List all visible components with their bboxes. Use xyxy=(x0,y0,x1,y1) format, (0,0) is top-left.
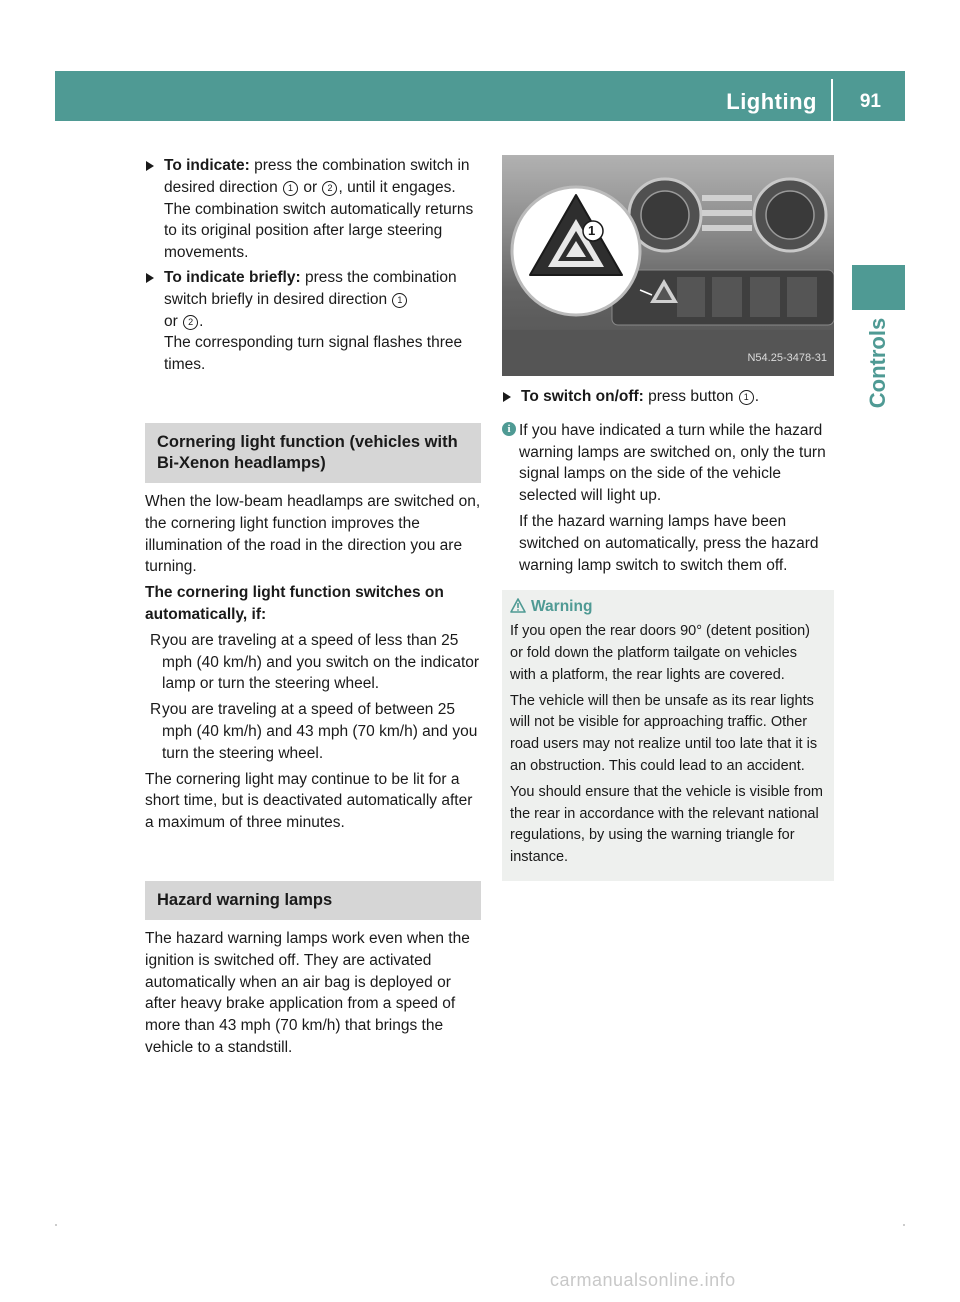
instruction-step-switch xyxy=(502,386,834,408)
warning-box xyxy=(502,590,834,881)
condition-title: The cornering light function switches on automatically, if: xyxy=(145,584,444,623)
step-label: To switch on/off: xyxy=(521,388,644,405)
step-text: or xyxy=(164,312,183,330)
warning-paragraph: If you open the rear doors 90° (detent position) or fold down the platform tailgate on vehicles with a platform, the rear lights are covered. xyxy=(510,623,811,683)
info-icon: i xyxy=(502,422,516,436)
step-arrow-icon xyxy=(146,161,154,171)
step-text: . xyxy=(199,312,204,330)
header-divider xyxy=(831,79,833,121)
step-text: or xyxy=(299,178,322,196)
step-text: , until it engages. xyxy=(338,178,456,196)
paragraph: When the low-beam headlamps are switched on, the cornering light function improves the illumination of the road in the direction you are turning. xyxy=(145,492,481,576)
warning-paragraph: You should ensure that the vehicle is visible from the rear in accordance with the relevant national regulations, by using the warning triangle for instance. xyxy=(510,783,824,866)
bullet-item xyxy=(145,699,481,764)
instruction-step-indicate xyxy=(145,155,481,264)
footer-mark xyxy=(55,1224,57,1226)
step-note: The corresponding turn signal flashes three times. xyxy=(164,334,463,374)
header-bar xyxy=(55,71,905,121)
step-label: To indicate: xyxy=(164,157,250,174)
left-column xyxy=(145,155,481,1063)
step-text: press button xyxy=(643,388,738,405)
warning-paragraph: The vehicle will then be unsafe as its rear lights will not be visible for approaching traffic. Other road users may not realize until too late that it is an obstruction. This could lead to an accident. xyxy=(510,692,818,774)
instruction-step-indicate-briefly xyxy=(145,267,481,376)
step-text: press the combination switch briefly in desired direction xyxy=(164,268,457,308)
section-heading-hazard: Hazard warning lamps xyxy=(145,881,481,920)
bullet-marker: R xyxy=(150,631,162,649)
info-paragraph: If the hazard warning lamps have been switched on automatically, press the hazard warning lamp switch to switch them off. xyxy=(519,512,819,574)
chapter-label-text: Controls xyxy=(865,317,890,408)
info-paragraph: If you have indicated a turn while the hazard warning lamps are switched on, only the turn signal lamps on the side of the vehicle selected will light up. xyxy=(519,421,826,505)
footer-mark xyxy=(903,1224,905,1226)
warning-triangle-icon xyxy=(510,598,526,613)
bullet-item xyxy=(145,630,481,695)
bullet-text: you are traveling at a speed of between 25 mph (40 km/h) and 43 mph (70 km/h) and you turn the steering wheel. xyxy=(162,701,478,762)
step-arrow-icon xyxy=(503,392,511,402)
page-number: 91 xyxy=(859,91,881,112)
section-title: Lighting xyxy=(726,89,817,114)
warning-title xyxy=(531,596,826,618)
paragraph: The cornering light may continue to be lit for a short time, but is deactivated automatically after a maximum of three minutes. xyxy=(145,770,473,832)
watermark: carmanualsonline.info xyxy=(550,1270,736,1290)
paragraph: The hazard warning lamps work even when the ignition is switched off. They are activated automatically when an air bag is deployed or after heavy brake application from a speed of more than 43 mph (70 km/h) that brings the vehicle to a standstill. xyxy=(145,929,470,1056)
dashboard-photo xyxy=(502,155,834,376)
chapter-tab xyxy=(852,265,905,310)
image-callout-1: 1 xyxy=(588,223,596,238)
callout-1-icon: 1 xyxy=(739,390,754,405)
bullet-marker: R xyxy=(150,701,162,719)
step-note: The combination switch automatically returns to its original position after large steering movements. xyxy=(164,200,474,262)
step-label: To indicate briefly: xyxy=(164,268,301,286)
callout-2-icon: 2 xyxy=(322,181,337,196)
step-text: . xyxy=(754,388,760,405)
bullet-text: you are traveling at a speed of less than 25 mph (40 km/h) and you switch on the indicator lamp or turn the steering wheel. xyxy=(162,631,480,693)
chapter-label xyxy=(853,315,903,410)
dashboard-illustration xyxy=(502,155,834,376)
callout-2-icon: 2 xyxy=(183,315,198,330)
step-text: press the combination switch in desired direction xyxy=(164,157,470,196)
info-note xyxy=(502,420,834,577)
callout-1-icon: 1 xyxy=(392,293,407,308)
section-heading-cornering: Cornering light function (vehicles with Bi-Xenon headlamps) xyxy=(145,423,481,483)
warning-title-text: Warning xyxy=(531,598,593,616)
callout-1-icon: 1 xyxy=(283,181,298,196)
image-code: N54.25-3478-31 xyxy=(747,352,827,365)
step-arrow-icon xyxy=(146,273,154,283)
right-column xyxy=(502,155,834,881)
